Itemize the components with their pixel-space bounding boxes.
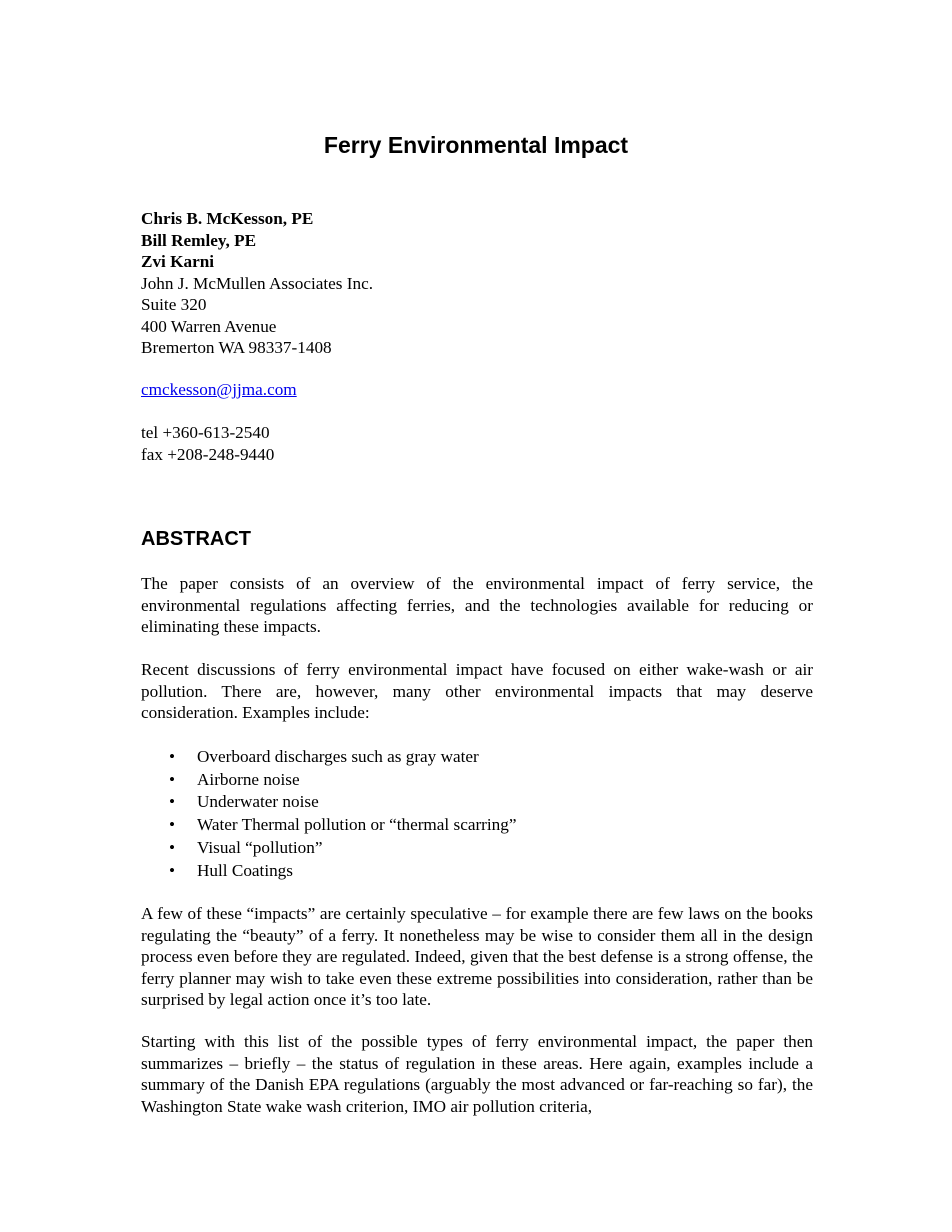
author-name: Zvi Karni <box>141 252 215 271</box>
list-item <box>141 791 517 814</box>
bullet-icon: • <box>169 860 176 880</box>
author-name: Bill Remley, PE <box>141 230 257 250</box>
author-block <box>141 208 813 359</box>
list-item <box>141 814 517 837</box>
list-item <box>141 746 517 769</box>
abstract-paragraph: The paper consists of an overview of the environmental impact of ferry service, the environmental regulations affecting ferries, and the technologies available for reducing or eliminating these impacts. <box>141 574 813 636</box>
abstract-paragraph: A few of these “impacts” are certainly speculative – for example there are few laws on the books regulating the “beauty” of a ferry. It nonetheless may be wise to consider them all in the design process even before they are regulated. Indeed, given that the best defense is a strong offense, the ferry planner may wish to take even these extreme possibilities into consideration, rather than be surprised by legal action once it’s too late. <box>141 904 813 1009</box>
list-item <box>141 769 517 792</box>
list-item-text: Visual “pollution” <box>197 837 323 857</box>
bullet-icon: • <box>169 815 176 835</box>
telephone-number: tel +360-613-2540 <box>141 423 270 442</box>
contact-block <box>141 422 274 465</box>
bullet-icon: • <box>169 792 176 812</box>
abstract-heading: ABSTRACT <box>141 528 251 550</box>
bullet-icon: • <box>169 837 176 857</box>
list-item-text: Underwater noise <box>197 792 319 812</box>
fax-number: fax +208-248-9440 <box>141 444 275 464</box>
email-link[interactable]: cmckesson@jjma.com <box>141 380 297 399</box>
abstract-paragraph: Starting with this list of the possible types of ferry environmental impact, the paper then summarizes – briefly – the status of regulation in these areas. Here again, examples include a summary of the Danish EPA regulations (arguably the most advanced or far-reaching so far), the Washington State wake wash criterion, IMO air pollution criteria, <box>141 1032 813 1116</box>
impact-list <box>141 746 517 882</box>
affiliation-company: John J. McMullen Associates Inc. <box>141 273 374 293</box>
list-item-text: Airborne noise <box>197 769 300 789</box>
affiliation-city: Bremerton WA 98337-1408 <box>141 338 332 357</box>
list-item-text: Hull Coatings <box>197 860 293 880</box>
affiliation-suite: Suite 320 <box>141 295 207 314</box>
abstract-paragraph: Recent discussions of ferry environmental impact have focused on either wake-wash or air pollution. There are, however, many other environmental impacts that may deserve consideration. Examples include: <box>141 660 813 722</box>
bullet-icon: • <box>169 769 176 789</box>
list-item-text: Water Thermal pollution or “thermal scarring” <box>197 815 517 835</box>
paper-title: Ferry Environmental Impact <box>323 132 629 158</box>
list-item <box>141 837 517 860</box>
author-name: Chris B. McKesson, PE <box>141 209 314 228</box>
affiliation-street: 400 Warren Avenue <box>141 316 277 336</box>
list-item-text: Overboard discharges such as gray water <box>197 747 479 766</box>
bullet-icon: • <box>169 747 176 766</box>
list-item <box>141 860 517 883</box>
